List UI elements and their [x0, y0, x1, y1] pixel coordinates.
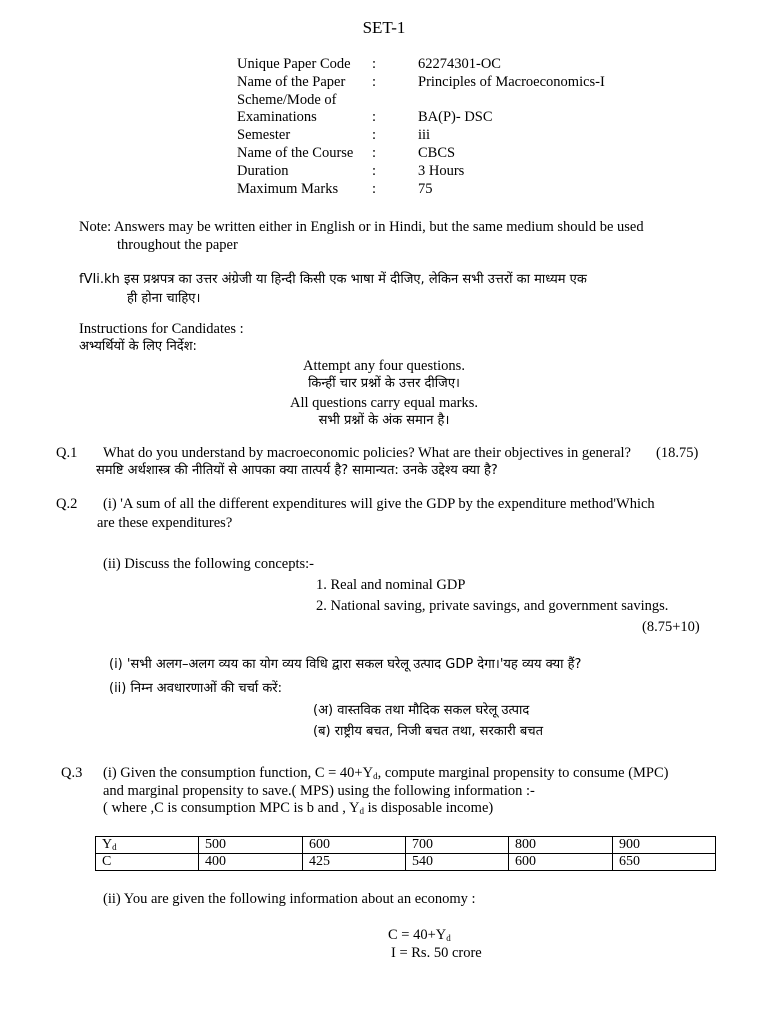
table-cell: 425	[303, 854, 406, 871]
meta-colon: :	[372, 162, 377, 179]
meta-label: Semester	[237, 127, 291, 144]
attempt-instruction: Attempt any four questions.	[303, 358, 465, 374]
table-cell: 700	[406, 837, 509, 854]
q2-part1-line1: (i) 'A sum of all the different expenditures will give the GDP by the expenditure method'Which	[103, 496, 655, 512]
q3-line-3	[103, 800, 493, 817]
meta-colon: :	[372, 180, 377, 197]
q2-concept-2-hindi: (ब) राष्ट्रीय बचत, निजी बचत तथा, सरकारी बचत	[313, 724, 544, 739]
q2-concept-1: 1. Real and nominal GDP	[316, 577, 466, 593]
attempt-instruction-hindi: किन्हीं चार प्रश्नों के उत्तर दीजिए।	[308, 376, 460, 391]
meta-label: Examinations	[237, 109, 317, 126]
table-cell: 400	[199, 854, 303, 871]
q1-marks: (18.75)	[656, 445, 699, 461]
q2-part1-line2: are these expenditures?	[97, 515, 233, 531]
subscript: d	[359, 806, 364, 816]
q2-number: Q.2	[56, 496, 78, 512]
table-cell: 800	[509, 837, 613, 854]
q2-concept-2: 2. National saving, private savings, and government savings.	[316, 598, 669, 614]
note-line-1: Note: Answers may be written either in English or in Hindi, but the same medium should be used	[79, 219, 644, 235]
subscript: d	[373, 771, 378, 781]
q2-part2-hindi: (ii) निम्न अवधारणाओं की चर्चा करें:	[109, 681, 283, 696]
meta-label: Unique Paper Code	[237, 56, 351, 72]
table-cell: 600	[509, 854, 613, 871]
marks-instruction: All questions carry equal marks.	[289, 395, 479, 411]
q2-marks: (8.75+10)	[642, 619, 700, 635]
table-cell: 540	[406, 854, 509, 871]
q3-equation-1	[388, 927, 451, 944]
hindi-note-line-2: ही होना चाहिए।	[127, 291, 201, 306]
q3-line-1-a: (i) Given the consumption function, C = 40+Y	[103, 765, 374, 781]
meta-colon: :	[372, 109, 377, 126]
q3-line-3-b: is disposable income)	[363, 800, 494, 816]
meta-colon: :	[372, 144, 377, 161]
q1-text-hindi: समष्टि अर्थशास्त्र की नीतियों से आपका क्या तात्पर्य है? सामान्यत: उनके उद्देश्य क्या है?	[96, 463, 498, 478]
meta-value: 3 Hours	[418, 162, 465, 179]
q3-line-2: and marginal propensity to save.( MPS) using the following information :-	[103, 783, 535, 799]
table-row-head: C	[96, 854, 199, 871]
q2-part2: (ii) Discuss the following concepts:-	[103, 556, 315, 572]
q3-equation-2: I = Rs. 50 crore	[391, 945, 482, 961]
table-row	[96, 837, 716, 854]
table-cell: 900	[613, 837, 716, 854]
q3-number: Q.3	[61, 765, 83, 781]
set-label: SET-1	[362, 18, 406, 37]
consumption-table	[95, 836, 716, 871]
q3-equation-1-a: C = 40+Y	[388, 927, 447, 943]
subscript: d	[446, 933, 451, 943]
q2-part1-hindi: (i) 'सभी अलग–अलग व्यय का योग व्यय विधि द्वारा सकल घरेलू उत्पाद GDP देगा।'यह व्यय क्या हैं?	[109, 657, 582, 672]
q1-number: Q.1	[56, 445, 78, 461]
q3-part2: (ii) You are given the following information about an economy :	[103, 891, 476, 907]
meta-colon: :	[372, 127, 377, 144]
meta-label: Scheme/Mode of	[237, 91, 337, 108]
meta-value: BA(P)- DSC	[418, 109, 493, 126]
meta-value: Principles of Macroeconomics-I	[418, 73, 605, 90]
meta-value: CBCS	[418, 144, 456, 161]
table-cell: 650	[613, 854, 716, 871]
table-row	[96, 854, 716, 871]
meta-value: iii	[418, 127, 431, 144]
meta-value: 62274301-OC	[418, 56, 501, 72]
hindi-note-line-1: fVIi.kh इस प्रश्नपत्र का उत्तर अंग्रेजी या हिन्दी किसी एक भाषा में दीजिए, लेकिन सभी उत्तरों का माध्यम एक	[79, 272, 587, 287]
meta-label: Duration	[237, 162, 289, 179]
q3-line-1	[103, 765, 668, 782]
q1-text: What do you understand by macroeconomic policies? What are their objectives in general?	[103, 445, 631, 461]
meta-label: Name of the Paper	[237, 73, 346, 90]
q3-line-1-b: , compute marginal propensity to consume (MPC)	[377, 765, 669, 781]
note-line-2: throughout the paper	[117, 237, 238, 253]
instructions-heading-hindi: अभ्यर्थियों के लिए निर्देश:	[79, 339, 197, 354]
table-row-head: $Y_d$	[96, 837, 199, 854]
marks-instruction-hindi: सभी प्रश्नों के अंक समान है।	[318, 413, 450, 428]
q2-concept-1-hindi: (अ) वास्तविक तथा मौदिक सकल घरेलू उत्पाद	[313, 703, 530, 718]
meta-colon: :	[372, 73, 377, 90]
q3-line-3-a: ( where ,C is consumption MPC is b and , Y	[103, 800, 360, 816]
instructions-heading: Instructions for Candidates :	[79, 321, 244, 337]
table-cell: 600	[303, 837, 406, 854]
meta-colon: :	[372, 56, 377, 72]
meta-label: Name of the Course	[237, 144, 354, 161]
meta-label: Maximum Marks	[237, 180, 339, 197]
meta-value: 75	[418, 180, 433, 197]
table-cell: 500	[199, 837, 303, 854]
